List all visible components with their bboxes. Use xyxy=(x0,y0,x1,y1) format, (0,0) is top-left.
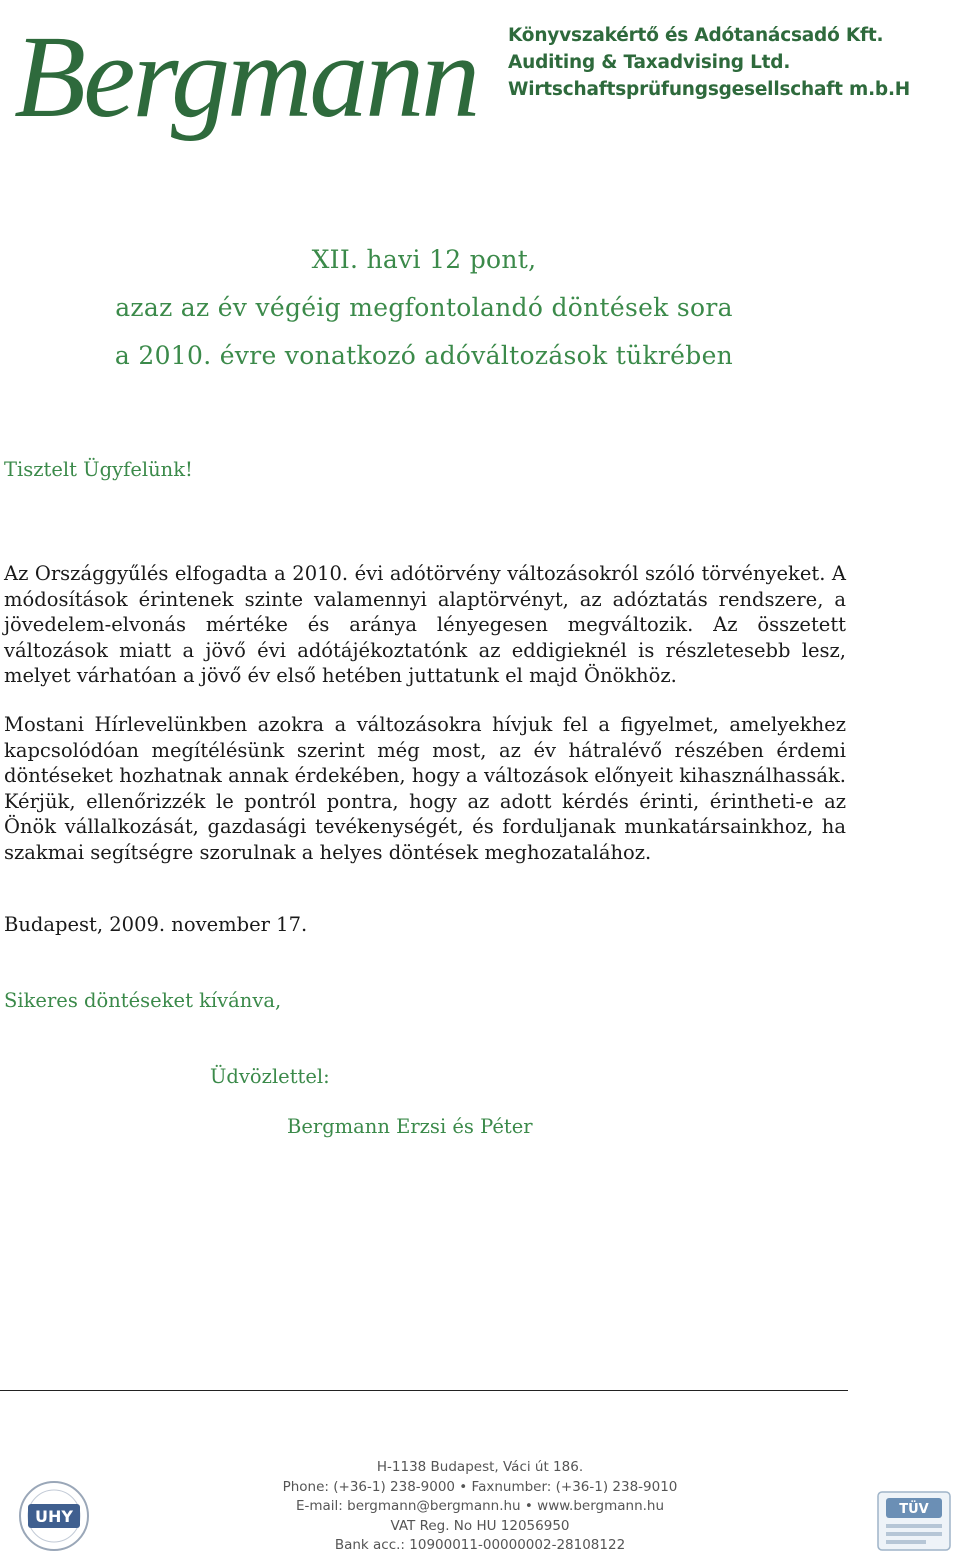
tuv-badge-text: TÜV xyxy=(899,1502,929,1517)
title-line-3: a 2010. évre vonatkozó adóváltozások tükrében xyxy=(114,341,734,370)
date-line: Budapest, 2009. november 17. xyxy=(4,913,308,936)
company-name-english: Auditing & Taxadvising Ltd. xyxy=(508,52,791,73)
letterhead xyxy=(0,0,960,160)
footer-contact xyxy=(250,1458,710,1556)
uhy-badge-text: UHY xyxy=(35,1507,73,1526)
signature-names: Bergmann Erzsi és Péter xyxy=(287,1115,533,1138)
footer-email-web: E-mail: bergmann@bergmann.hu • www.bergmann.hu xyxy=(295,1498,665,1514)
title-line-2: azaz az év végéig megfontolandó döntések sora xyxy=(115,293,733,322)
footer-bank: Bank acc.: 10900011-00000002-28108122 xyxy=(334,1537,626,1553)
company-name-german: Wirtschaftsprüfungsgesellschaft m.b.H xyxy=(508,79,911,100)
footer-phone-fax: Phone: (+36-1) 238-9000 • Faxnumber: (+36-1) 238-9010 xyxy=(282,1478,678,1495)
footer-address: H-1138 Budapest, Váci út 186. xyxy=(376,1459,584,1475)
title-line-1: XII. havi 12 pont, xyxy=(311,245,537,274)
closing-regards: Üdvözlettel: xyxy=(210,1065,330,1088)
company-name-hungarian: Könyvszakértő és Adótanácsadó Kft. xyxy=(508,25,884,46)
company-logo: Bergmann xyxy=(14,11,478,142)
footer-divider xyxy=(0,1390,848,1391)
uhy-member-logo xyxy=(6,1478,102,1554)
tuv-certification-logo xyxy=(876,1490,952,1552)
company-names xyxy=(508,22,910,103)
footer-vat: VAT Reg. No HU 12056950 xyxy=(390,1517,570,1534)
document-title xyxy=(0,236,848,380)
salutation: Tisztelt Ügyfelünk! xyxy=(4,458,193,481)
body-paragraph-2: Mostani Hírlevelünkben azokra a változásokra hívjuk fel a figyelmet, amelyekhez kapcsolódóan megítélésünk szerint még most, az év hátralévő részében érdemi döntéseket hozhatnak annak érdekében, hogy a változások előnyeit kihasználhassák. Kérjük, ellenőrizzék le pontról pontra, hogy az adott kérdés érinti, érintheti-e az Önök vállalkozását, gazdasági tevékenységét, és forduljanak munkatársainkhoz, ha szakmai segítségre szorulnak a helyes döntések meghozatalához. xyxy=(4,713,846,864)
closing-wish: Sikeres döntéseket kívánva, xyxy=(4,989,282,1012)
body-paragraph-1: Az Országgyűlés elfogadta a 2010. évi adótörvény változásokról szóló törvényeket. A módosítások érintenek szinte valamennyi alaptörvényt, az adóztatás rendszere, a jövedelem-elvonás mértéke és aránya lényegesen megváltozik. Az összetett változások miatt a jövő évi adótájékoztatónk az eddigieknél is részletesebb lesz, melyet várhatóan a jövő év első hetében juttatunk el majd Önökhöz. xyxy=(4,562,846,687)
